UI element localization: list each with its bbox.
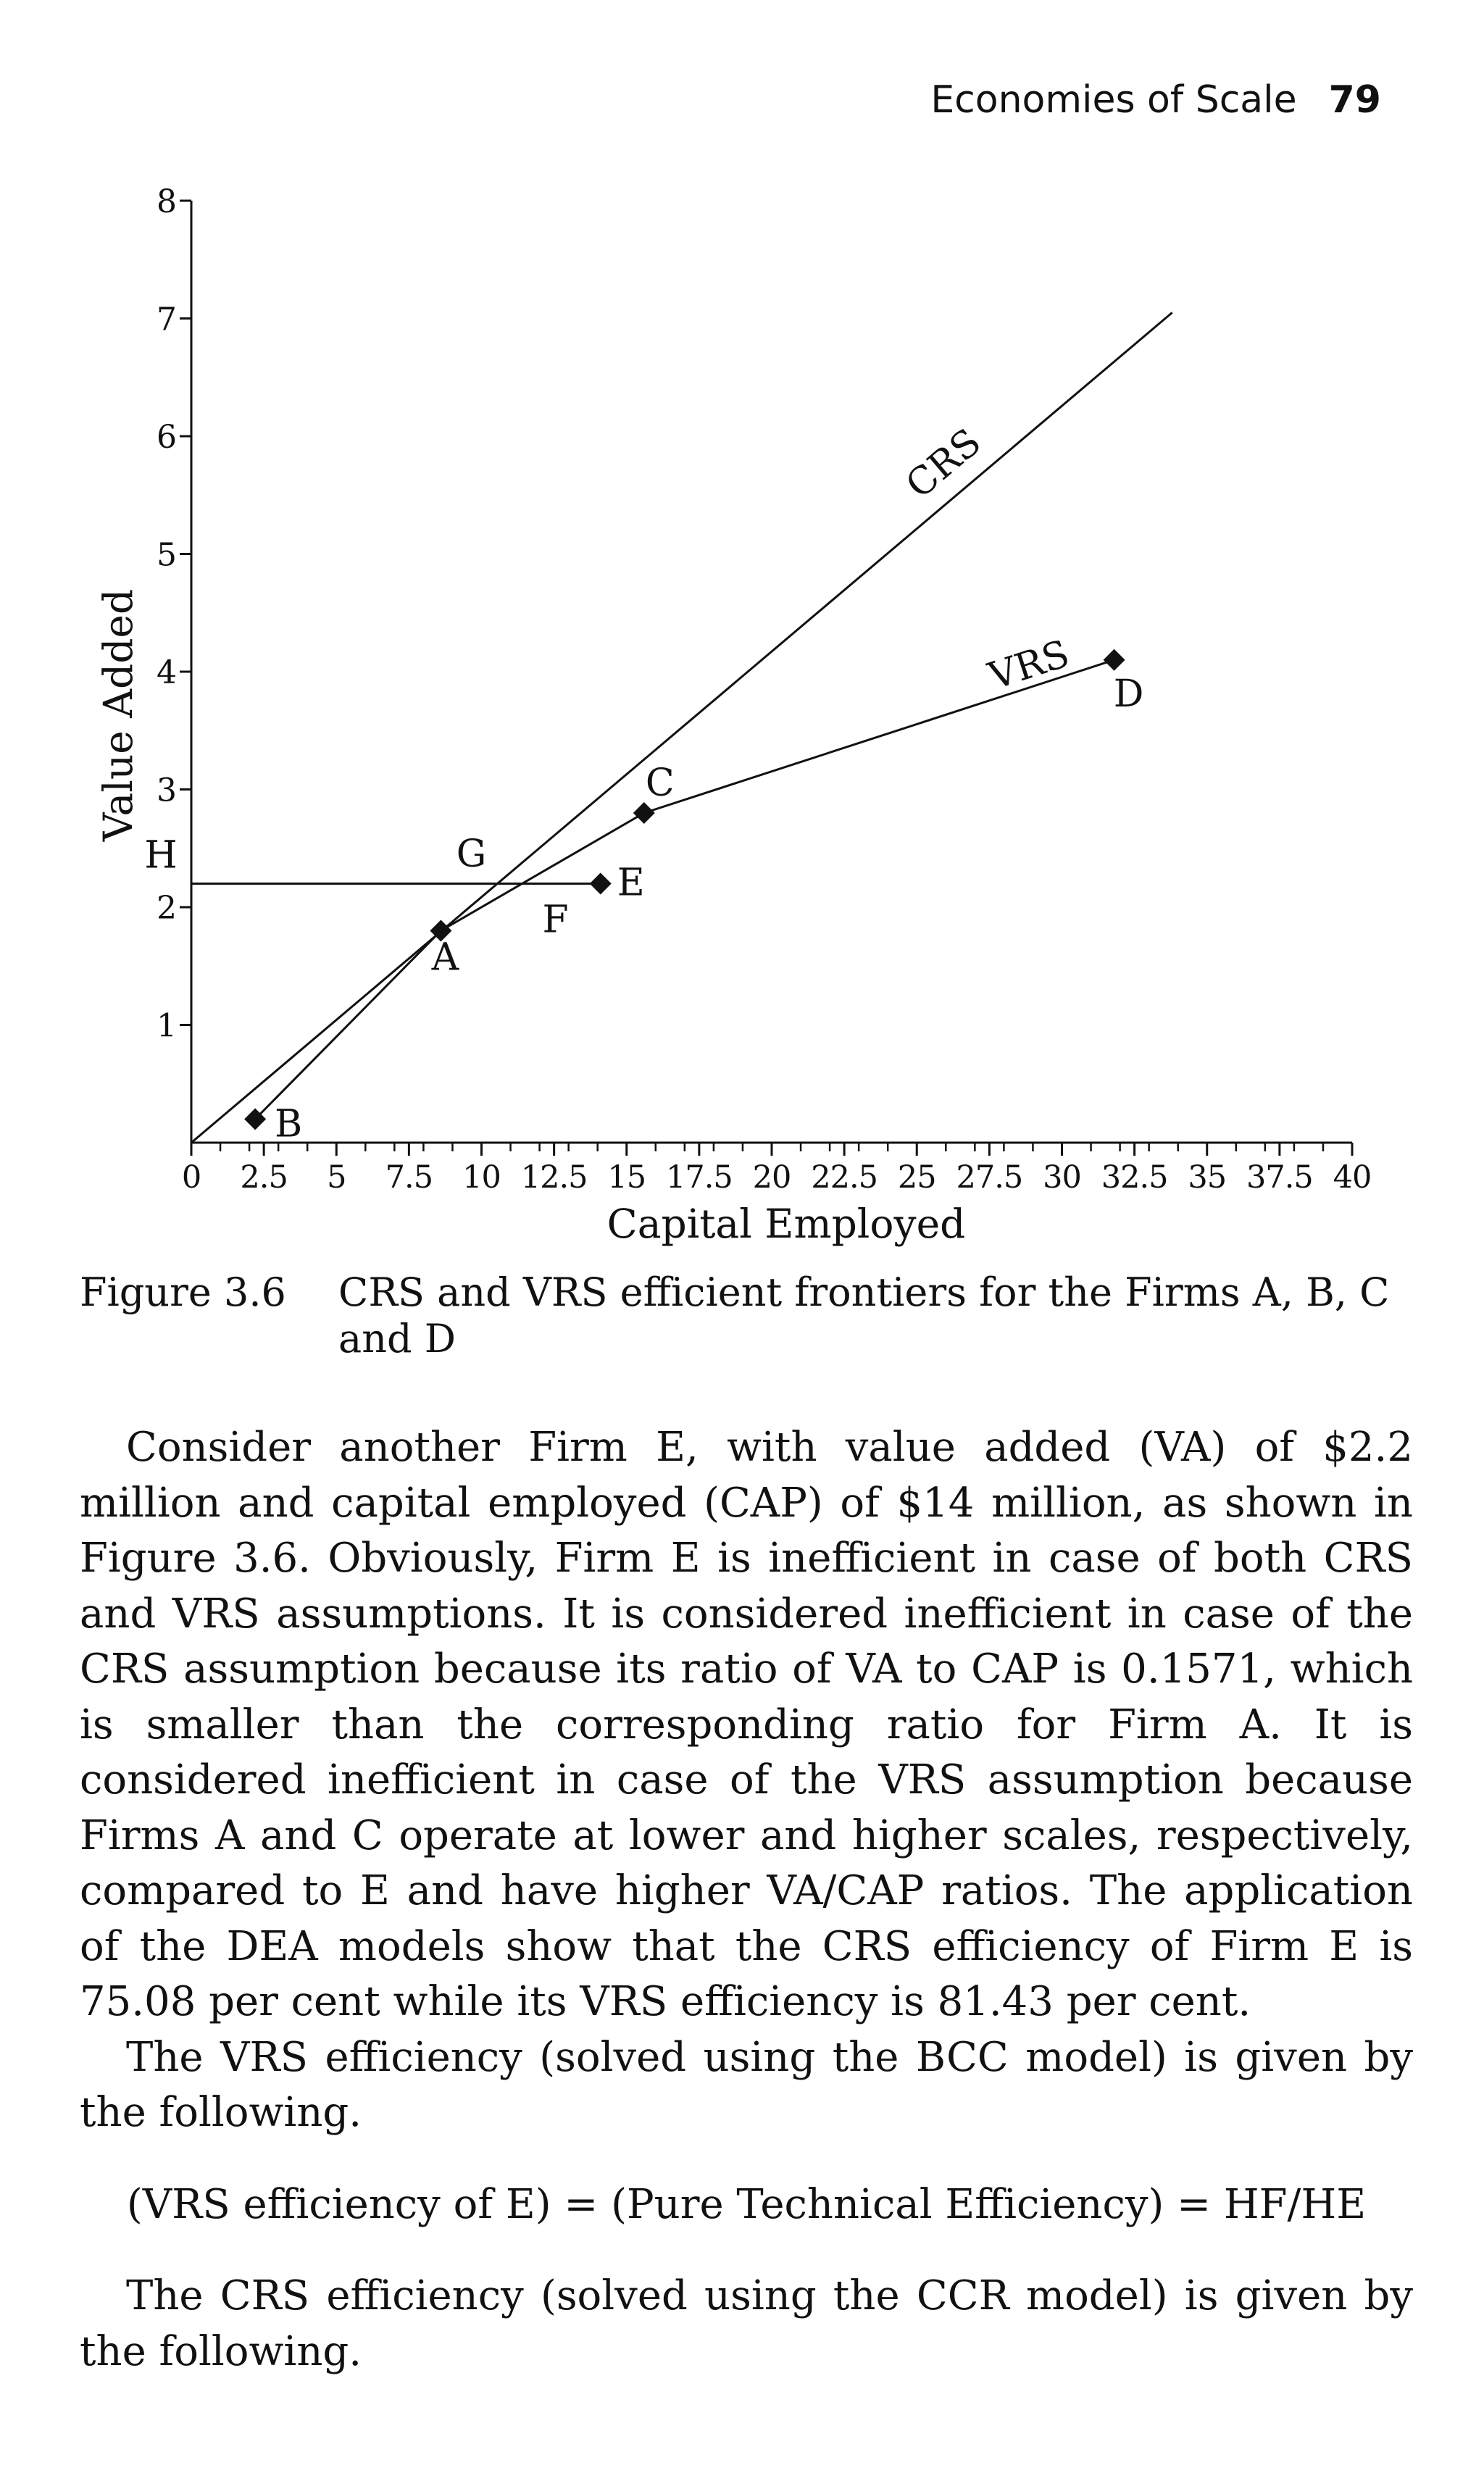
equation: (VRS efficiency of E) = (Pure Technical Efficiency) = HF/HE [126, 2180, 1367, 2228]
chart-points [244, 649, 1125, 1130]
point-e-label: E [617, 861, 645, 905]
y-tick-label: 5 [157, 536, 177, 574]
x-tick-label: 27.5 [956, 1159, 1023, 1196]
x-tick-label: 0 [181, 1159, 201, 1196]
x-tick-label: 32.5 [1101, 1159, 1168, 1196]
page-number: 79 [1328, 78, 1381, 122]
x-tick-label: 20 [752, 1159, 791, 1196]
y-tick-label: 7 [157, 301, 177, 338]
chart-labels [144, 420, 1143, 1146]
y-tick-label: 3 [157, 772, 177, 809]
annotation-h: H [144, 833, 178, 877]
x-tick-label: 17.5 [666, 1159, 733, 1196]
x-tick-label: 7.5 [385, 1159, 433, 1196]
vrs-frontier-line [255, 660, 1114, 1119]
y-tick-label: 8 [157, 183, 177, 220]
x-tick-label: 22.5 [811, 1159, 878, 1196]
running-title: Economies of Scale [930, 78, 1297, 122]
figure-label: Figure 3.6 [80, 1269, 286, 1315]
chart-lines [191, 312, 1172, 1143]
x-tick-label: 30 [1043, 1159, 1081, 1196]
figure-caption-text: CRS and VRS efficient frontiers for the Firms A, B, C and D [338, 1269, 1390, 1361]
x-tick-label: 2.5 [240, 1159, 288, 1196]
x-tick-label: 5 [327, 1159, 346, 1196]
y-tick-label: 1 [157, 1007, 177, 1045]
annotation-g: G [456, 833, 487, 877]
x-tick-label: 12.5 [520, 1159, 588, 1196]
point-a-label: A [431, 935, 459, 980]
x-tick-label: 37.5 [1246, 1159, 1313, 1196]
x-tick-label: 25 [897, 1159, 936, 1196]
crs-series-label: CRS [898, 420, 990, 508]
y-tick-label: 2 [157, 890, 177, 927]
x-tick-label: 35 [1188, 1159, 1227, 1196]
paragraph: The CRS efficiency (solved using the CCR model) is given by the following. [80, 2272, 1413, 2375]
point-d-marker [1104, 649, 1125, 671]
annotation-f: F [542, 898, 569, 942]
vrs-series-label: VRS [983, 632, 1075, 699]
point-e-marker [590, 873, 612, 895]
x-axis-title: Capital Employed [606, 1201, 966, 1247]
crs-frontier-line [191, 312, 1172, 1143]
paragraph: The VRS efficiency (solved using the BCC model) is given by the following. [80, 2033, 1413, 2136]
body-text [80, 1420, 1413, 2380]
paragraph: Consider another Firm E, with value added (VA) of $2.2 million and capital employed (CAP) of $14 million, as shown in Figure 3.6. Obviously, Firm E is inefficient in case of both CRS and VRS assumptions. It is considered inefficient in case of the CRS assumption because its ratio of VA to CAP is 0.1571, which is smaller than the corresponding ratio for Firm A. It is considered inefficient in case of the VRS assumption because Firms A and C operate at lower and higher scales, respectively, compared to E and have higher VA/CAP ratios. The application of the DEA models show that the CRS efficiency of Firm E is 75.08 per cent while its VRS efficiency is 81.43 per cent. [80, 1424, 1413, 2025]
y-tick-label: 4 [157, 654, 177, 691]
x-tick-label: 10 [462, 1159, 501, 1196]
point-b-label: B [275, 1102, 303, 1146]
y-axis-title: Value Added [95, 588, 141, 842]
x-tick-label: 15 [607, 1159, 646, 1196]
point-c-label: C [645, 762, 675, 805]
x-tick-label: 40 [1333, 1159, 1372, 1196]
point-c-marker [633, 802, 655, 824]
y-tick-label: 6 [157, 419, 177, 456]
point-d-label: D [1113, 672, 1144, 716]
